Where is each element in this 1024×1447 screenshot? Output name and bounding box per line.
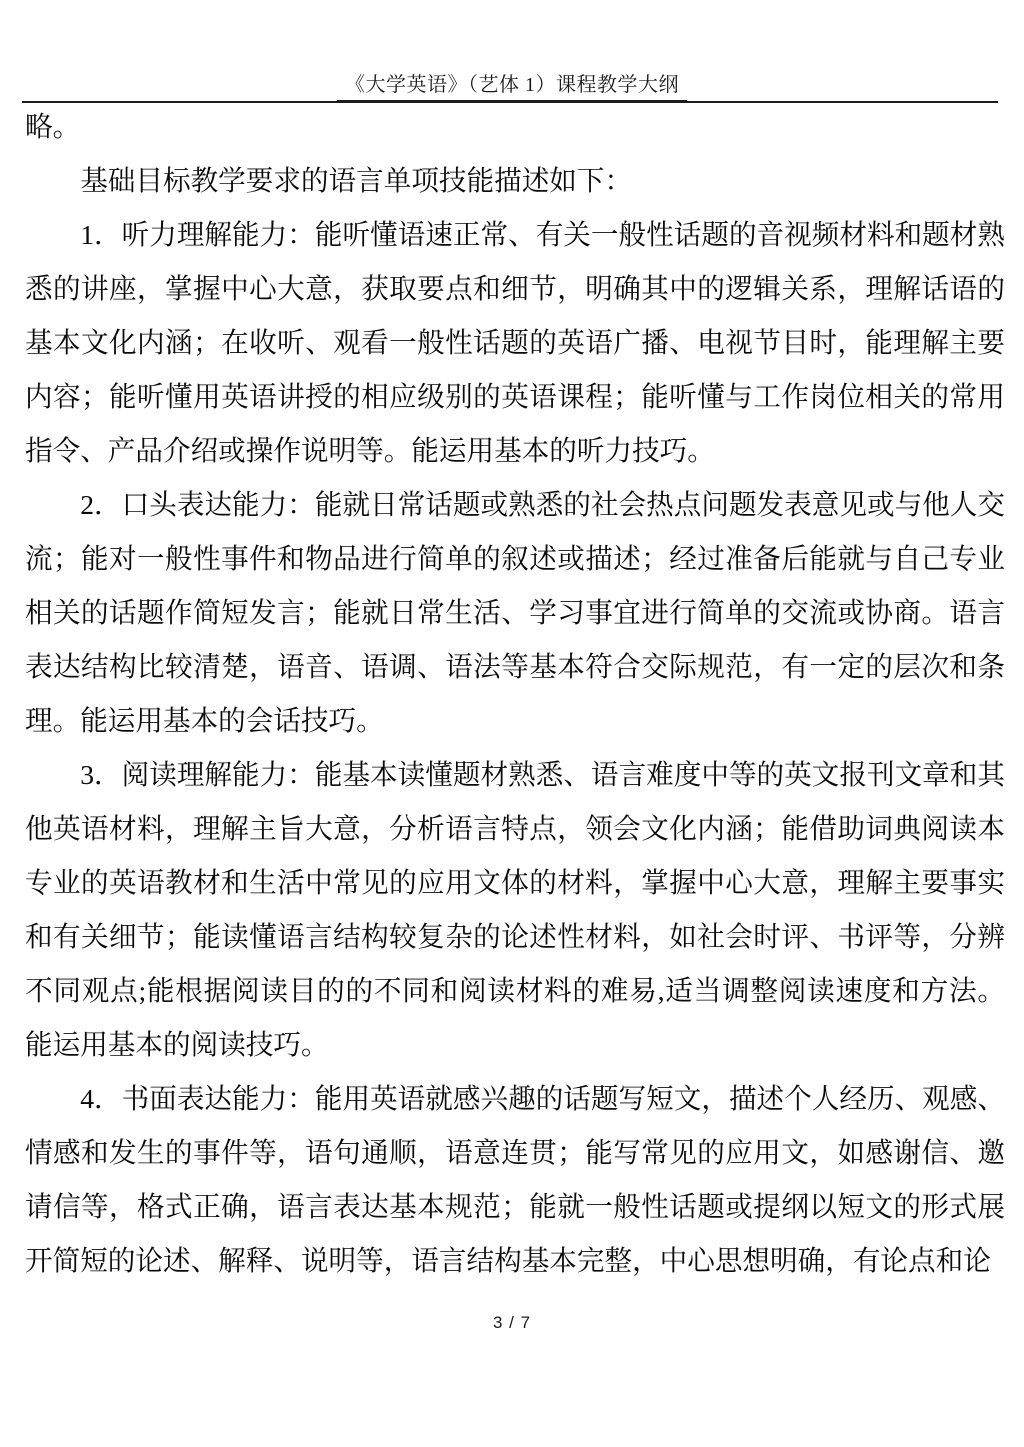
- speaking-skill-paragraph: 2．口头表达能力：能就日常话题或熟悉的社会热点问题发表意见或与他人交流；能对一般性事件和物品进行简单的叙述或描述；经过准备后能就与自己专业相关的话题作简短发言；能就日常生活、学习事宜进行简单的交流或协商。语言表达结构比较清楚，语音、语调、语法等基本符合交际规范，有一定的层次和条理。能运用基本的会话技巧。: [25, 489, 1005, 736]
- continued-text-paragraph: 略。: [25, 111, 81, 142]
- page-number: 3 / 7: [492, 1313, 532, 1332]
- intro-paragraph: 基础目标教学要求的语言单项技能描述如下：: [80, 165, 633, 196]
- listening-skill-paragraph: 1．听力理解能力：能听懂语速正常、有关一般性话题的音视频材料和题材熟悉的讲座，掌握中心大意，获取要点和细节，明确其中的逻辑关系，理解话语的基本文化内涵；在收听、观看一般性话题的英语广播、电视节目时，能理解主要内容；能听懂用英语讲授的相应级别的英语课程；能听懂与工作岗位相关的常用指令、产品介绍或操作说明等。能运用基本的听力技巧。: [25, 219, 1005, 466]
- writing-skill-paragraph: 4．书面表达能力：能用英语就感兴趣的话题写短文，描述个人经历、观感、情感和发生的事件等，语句通顺，语意连贯；能写常见的应用文，如感谢信、邀请信等，格式正确，语言表达基本规范；能就一般性话题或提纲以短文的形式展开简短的论述、解释、说明等，语言结构基本完整，中心思想明确，有论点和论: [25, 1083, 1005, 1276]
- page-title: 《大学英语》（艺体 1）课程教学大纲: [337, 68, 687, 102]
- reading-skill-paragraph: 3．阅读理解能力：能基本读懂题材熟悉、语言难度中等的英文报刊文章和其他英语材料，理解主旨大意，分析语言特点，领会文化内涵；能借助词典阅读本专业的英语教材和生活中常见的应用文体的材料，掌握中心大意，理解主要事实和有关细节；能读懂语言结构较复杂的论述性材料，如社会时评、书评等，分辨不同观点;能根据阅读目的的不同和阅读材料的难易,适当调整阅读速度和方法。能运用基本的阅读技巧。: [25, 759, 1005, 1060]
- document-body: [25, 100, 1005, 1288]
- page-footer: [0, 1313, 1024, 1333]
- page-header: [0, 68, 1024, 102]
